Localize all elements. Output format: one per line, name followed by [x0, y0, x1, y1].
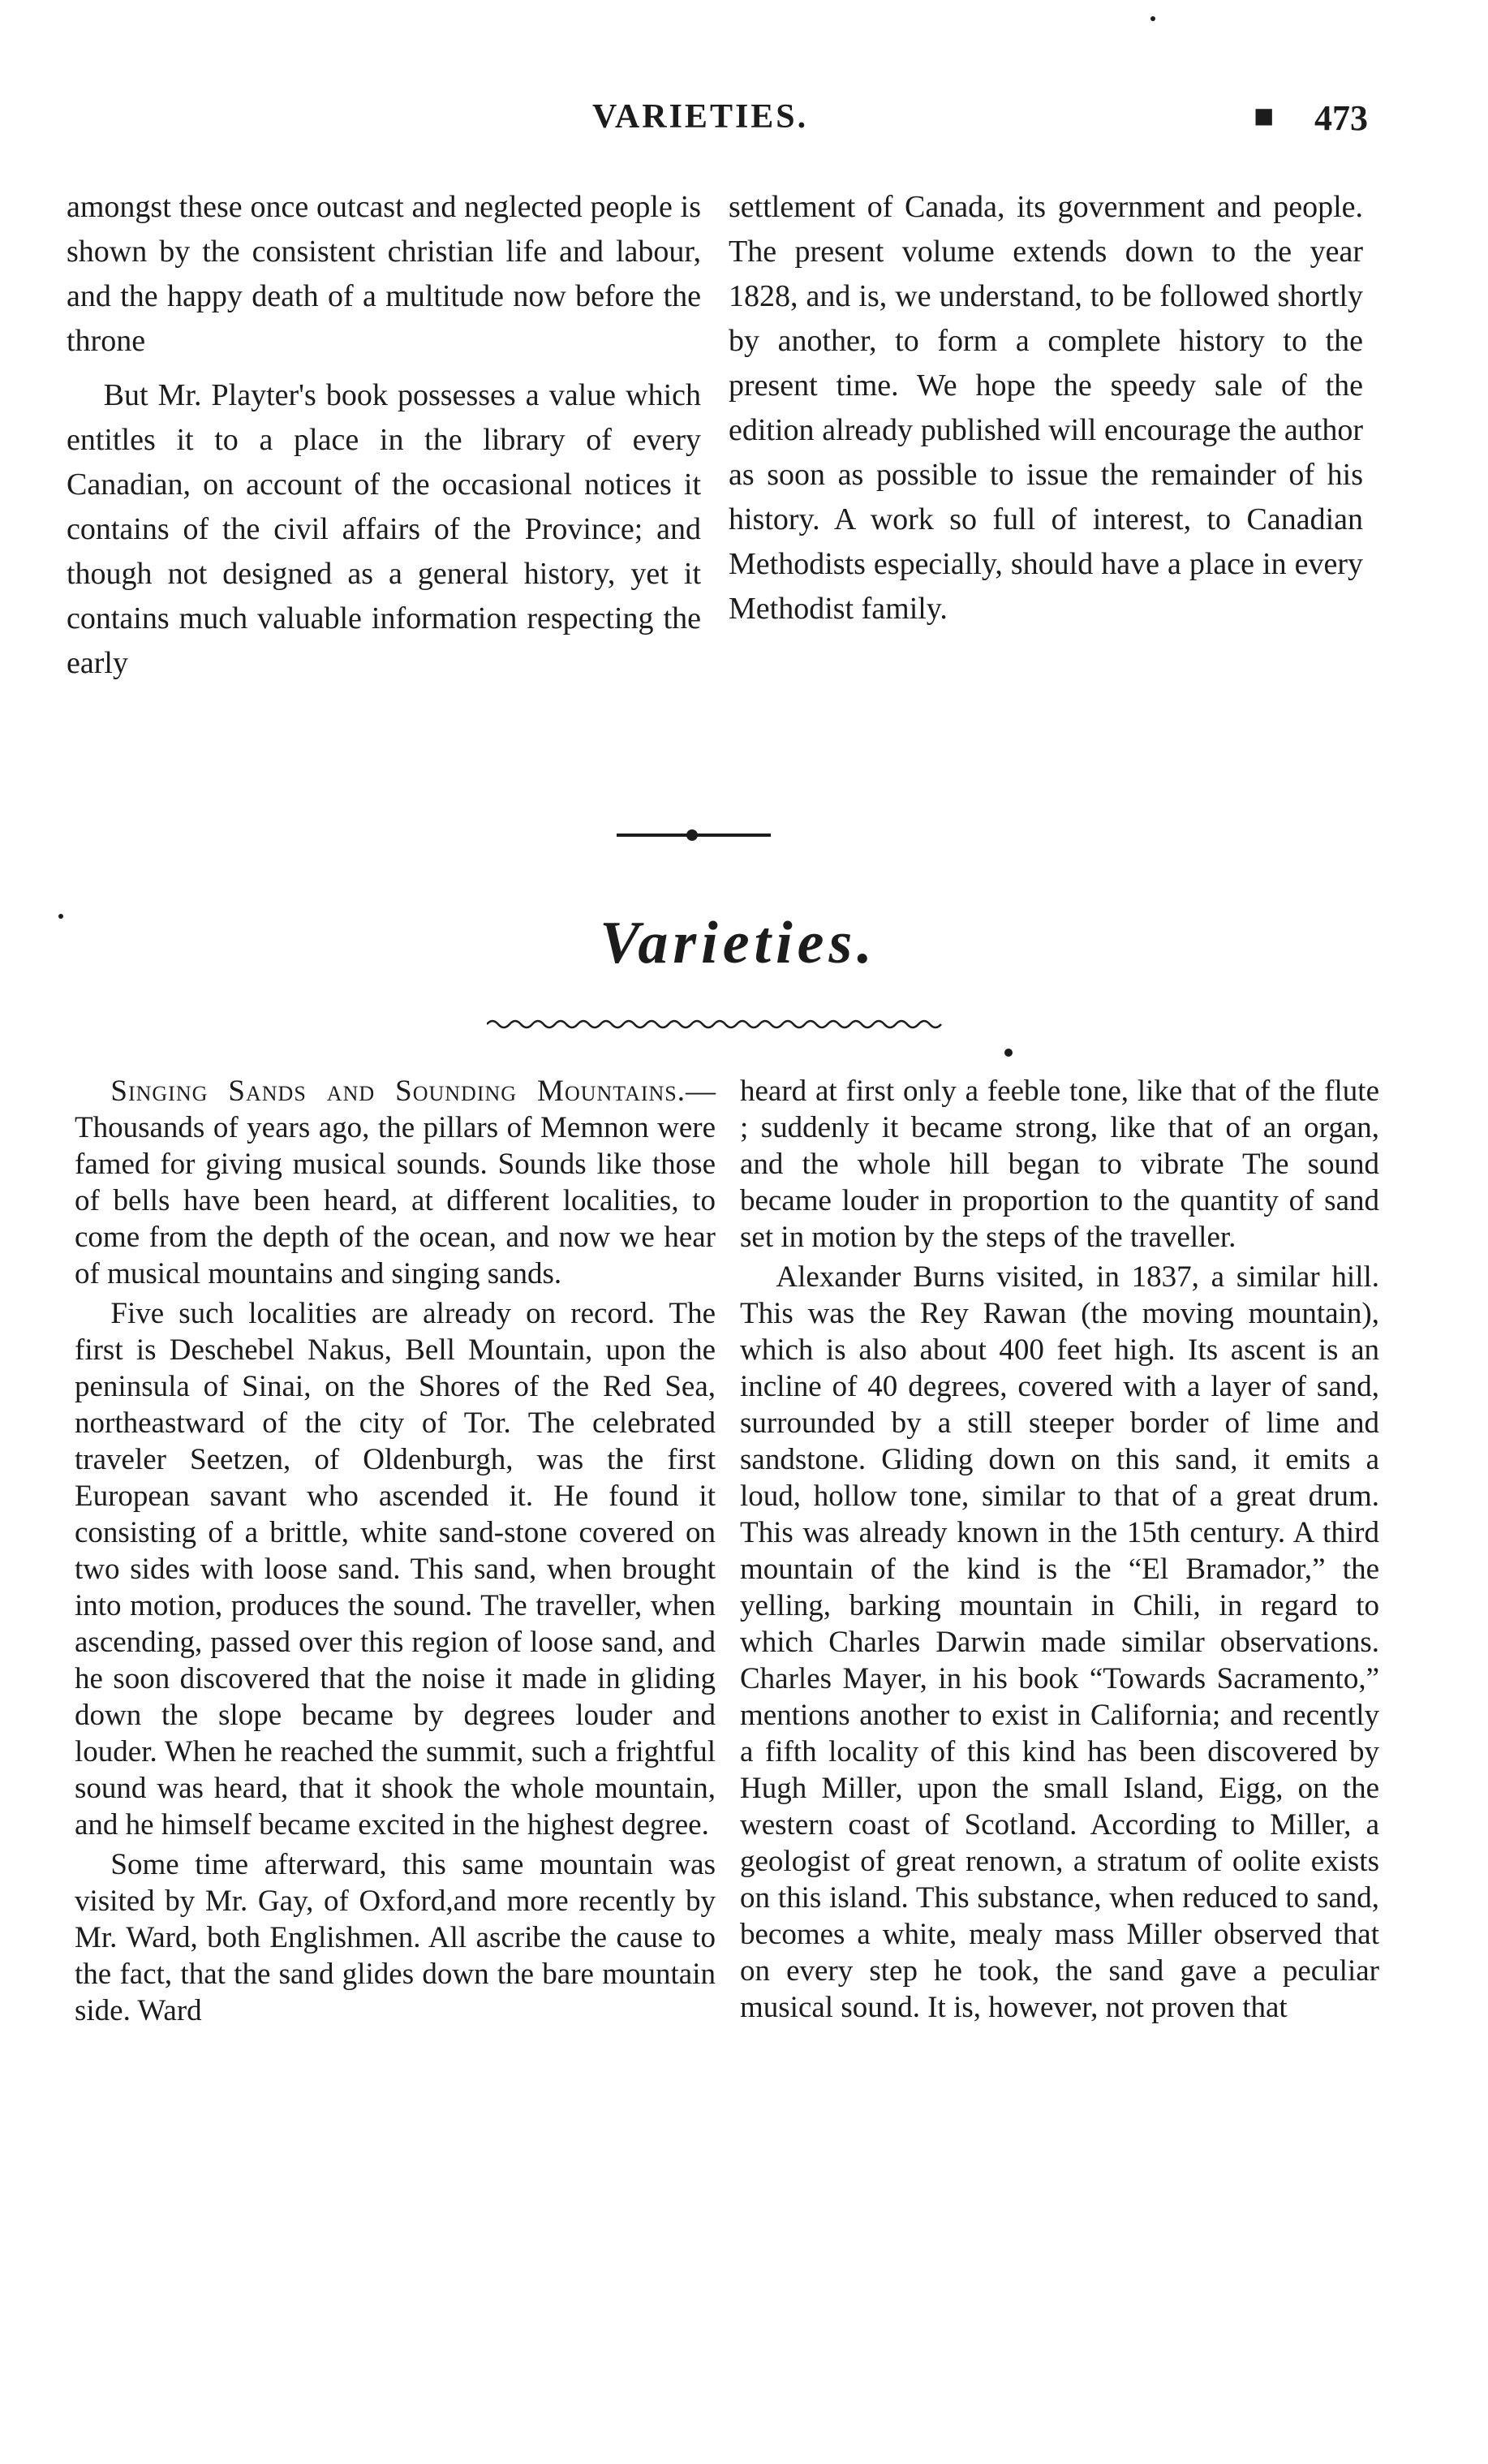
page-number: 473: [1314, 98, 1368, 138]
section-heading: Varieties.: [600, 910, 877, 976]
paragraph: Alexander Burns visited, in 1837, a similar hill. This was the Rey Rawan (the moving mountain), which is also about 400 feet high. Its ascent is an incline of 40 degrees, covered with a layer of sand, surrounded by a still steeper border of lime and sandstone. Gliding down on this sand, it emits a loud, hollow tone, similar to that of a great drum. This was already known in the 15th century. A third mountain of the kind is the “El Bramador,” the yelling, barking mountain in Chili, in regard to which Charles Darwin made similar observations. Charles Mayer, in his book “Towards Sacramento,” mentions another to exist in California; and recently a fifth locality of this kind has been discovered by Hugh Miller, upon the small Island, Eigg, on the western coast of Scotland. According to Miller, a geologist of great renown, a stratum of oolite exists on this island. This substance, when reduced to sand, becomes a white, mealy mass Miller observed that on every step he took, the sand gave a peculiar musical sound. It is, however, not proven that: [740, 1260, 1379, 2024]
paragraph: Five such localities are already on record. The first is Deschebel Nakus, Bell Mountain, upon the peninsula of Sinai, on the Shores of the Red Sea, northeastward of the city of Tor. The celebrated traveler Seetzen, of Oldenburgh, was the first European savant who ascended it. He found it consisting of a brittle, white sand-stone covered on two sides with loose sand. This sand, when brought into motion, produces the sound. The traveller, when ascending, passed over this region of loose sand, and he soon discovered that the noise it made in gliding down the slope became by degrees louder and louder. When he reached the summit, such a frightful sound was heard, that it shook the whole mountain, and he himself became excited in the highest degree.: [75, 1297, 716, 1842]
bottom-right-column: [740, 1073, 1379, 2026]
section-divider-rule: [617, 834, 771, 837]
paragraph: But Mr. Playter's book possesses a value which entitles it to a place in the library of every Canadian, on account of the occasional notices it contains of the civil affairs of the Province; and though not designed as a general history, yet it contains much valuable information respecting the early: [67, 378, 701, 680]
divider-bead: [686, 829, 698, 841]
paragraph: amongst these once outcast and neglected people is shown by the consistent christian life and labour, and the happy death of a multitude now before the throne: [67, 190, 701, 358]
paragraph: heard at first only a feeble tone, like that of the flute ; suddenly it became strong, like that of an organ, and the whole hill began to vibrate The sound became louder in proportion to the quantity of sand set in motion by the steps of the traveller.: [740, 1075, 1379, 1254]
running-head: [65, 97, 1379, 154]
print-speck: [1004, 1049, 1013, 1057]
print-speck: [58, 914, 63, 919]
print-speck: [1150, 16, 1155, 21]
paragraph: Some time afterward, this same mountain was visited by Mr. Gay, of Oxford,and more recently by Mr. Ward, both Englishmen. All ascribe the cause to the fact, that the sand glides down the bare mountain side. Ward: [75, 1848, 716, 2027]
article-paragraph: [75, 1073, 716, 1292]
wavy-ornament: [487, 1014, 949, 1034]
bottom-left-column: [75, 1073, 716, 2029]
wavy-line: [487, 1021, 941, 1027]
article-title: Singing Sands and Sounding Mountains.: [110, 1075, 686, 1108]
paragraph: settlement of Canada, its government and people. The present volume extends down to the year 1828, and is, we understand, to be followed shortly by another, to form a complete history to the present time. We hope the speedy sale of the edition already published will encourage the author as soon as possible to issue the remainder of his history. A work so full of interest, to Canadian Methodists especially, should have a place in every Methodist family.: [729, 190, 1363, 626]
running-title: VARIETIES.: [592, 98, 809, 136]
running-separator: ■: [1254, 98, 1275, 136]
top-right-column: [729, 185, 1363, 631]
article-lead: —Thousands of years ago, the pillars of Memnon were famed for giving musical sounds. Sounds like those of bells have been heard, at different localities, to come from the depth of the ocean, and now we hear of musical mountains and singing sands.: [75, 1075, 716, 1290]
top-left-column: [67, 185, 701, 686]
